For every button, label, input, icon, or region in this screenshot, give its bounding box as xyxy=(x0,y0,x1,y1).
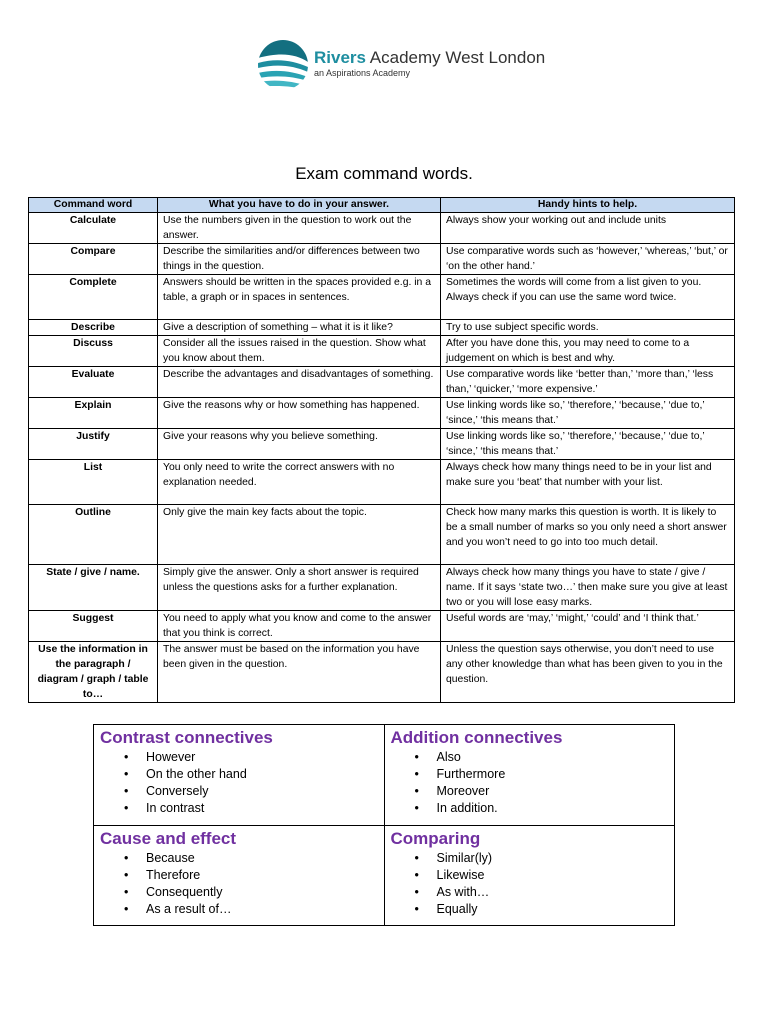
addition-connectives-box xyxy=(384,725,675,826)
what-to-do: Use the numbers given in the question to work out the answer. xyxy=(158,213,441,244)
what-to-do: Give a description of something – what it is it like? xyxy=(158,320,441,336)
command-word: Use the information in the paragraph / diagram / graph / table to… xyxy=(29,642,158,703)
hint: Try to use subject specific words. xyxy=(441,320,735,336)
table-row xyxy=(29,611,735,642)
contrast-connectives-box xyxy=(94,725,385,826)
rivers-logo-icon xyxy=(258,36,308,94)
list-item: • On the other hand xyxy=(100,766,378,783)
command-word: State / give / name. xyxy=(29,565,158,611)
list-item: • In contrast xyxy=(100,800,378,817)
command-word: Justify xyxy=(29,429,158,460)
table-row xyxy=(29,642,735,703)
table-row xyxy=(29,320,735,336)
comparing-title: Comparing xyxy=(390,828,481,848)
comparing-box xyxy=(384,825,675,926)
hint: After you have done this, you may need to come to a judgement on which is best and why. xyxy=(441,336,735,367)
list-item: • Moreover xyxy=(391,783,669,800)
hint: Useful words are ‘may,’ ‘might,’ ‘could’ and ‘I think that.’ xyxy=(441,611,735,642)
what-to-do: Give the reasons why or how something has happened. xyxy=(158,398,441,429)
connectives-grid xyxy=(93,724,675,926)
table-row xyxy=(29,213,735,244)
page-title: Exam command words. xyxy=(295,164,473,183)
command-word: Describe xyxy=(29,320,158,336)
cause-and-effect-title: Cause and effect xyxy=(100,828,237,848)
list-item: • As a result of… xyxy=(100,901,378,918)
contrast-connectives-title: Contrast connectives xyxy=(100,728,273,747)
hint: Use linking words like so,’ ‘therefore,’ ‘because,’ ‘due to,’ ‘since,’ ‘this means that.’ xyxy=(441,398,735,429)
what-to-do: You need to apply what you know and come to the answer that you think is correct. xyxy=(158,611,441,642)
table-row xyxy=(29,460,735,505)
command-word: Suggest xyxy=(29,611,158,642)
what-to-do: You only need to write the correct answers with no explanation needed. xyxy=(158,460,441,505)
list-item: • Because xyxy=(100,850,378,867)
what-to-do: Simply give the answer. Only a short answer is required unless the questions asks for a further explanation. xyxy=(158,565,441,611)
command-words-table xyxy=(28,197,735,703)
command-word: List xyxy=(29,460,158,505)
table-row xyxy=(29,244,735,275)
table-row xyxy=(29,275,735,320)
contrast-connectives-list xyxy=(100,749,378,817)
command-word: Complete xyxy=(29,275,158,320)
what-to-do: Answers should be written in the spaces provided e.g. in a table, a graph or in spaces in sentences. xyxy=(158,275,441,320)
list-item: • Therefore xyxy=(100,867,378,884)
command-word: Calculate xyxy=(29,213,158,244)
what-to-do: Only give the main key facts about the topic. xyxy=(158,505,441,565)
list-item: • Also xyxy=(391,749,669,766)
hint: Check how many marks this question is worth. It is likely to be a small number of marks so you only need a short answer and you won’t need to go into too much detail. xyxy=(441,505,735,565)
addition-connectives-title: Addition connectives xyxy=(390,728,563,747)
cause-and-effect-box xyxy=(94,825,385,926)
school-name: Rivers Academy West London xyxy=(314,48,546,67)
addition-connectives-list xyxy=(391,749,669,817)
table-row xyxy=(29,565,735,611)
command-word: Outline xyxy=(29,505,158,565)
what-to-do: Describe the similarities and/or differences between two things in the question. xyxy=(158,244,441,275)
hint: Use comparative words like ‘better than,’ ‘more than,’ ‘less than,’ ‘quicker,’ ‘more expensive.’ xyxy=(441,367,735,398)
list-item: • Equally xyxy=(391,901,669,918)
command-word: Discuss xyxy=(29,336,158,367)
column-header: What you have to do in your answer. xyxy=(158,198,441,213)
cause-and-effect-list xyxy=(100,850,378,918)
table-row xyxy=(29,336,735,367)
list-item: • As with… xyxy=(391,884,669,901)
command-word: Compare xyxy=(29,244,158,275)
list-item: • In addition. xyxy=(391,800,669,817)
hint: Always check how many things need to be in your list and make sure you ‘beat’ that number with your list. xyxy=(441,460,735,505)
what-to-do: Consider all the issues raised in the question. Show what you know about them. xyxy=(158,336,441,367)
hint: Unless the question says otherwise, you don’t need to use any other knowledge than what has been given to you in the question. xyxy=(441,642,735,703)
table-row xyxy=(29,429,735,460)
command-word: Explain xyxy=(29,398,158,429)
table-header-row xyxy=(29,198,735,213)
list-item: • Furthermore xyxy=(391,766,669,783)
column-header: Command word xyxy=(29,198,158,213)
hint: Always check how many things you have to state / give / name. If it says ‘state two…’ then make sure you give at least two or you will lose easy marks. xyxy=(441,565,735,611)
hint: Always show your working out and include units xyxy=(441,213,735,244)
school-tagline: an Aspirations Academy xyxy=(314,68,411,78)
hint: Sometimes the words will come from a list given to you. Always check if you can use the same word twice. xyxy=(441,275,735,320)
list-item: • However xyxy=(100,749,378,766)
what-to-do: Describe the advantages and disadvantages of something. xyxy=(158,367,441,398)
what-to-do: The answer must be based on the information you have been given in the question. xyxy=(158,642,441,703)
school-logo xyxy=(258,36,558,96)
list-item: • Consequently xyxy=(100,884,378,901)
hint: Use comparative words such as ‘however,’ ‘whereas,’ ‘but,’ or ‘on the other hand.’ xyxy=(441,244,735,275)
what-to-do: Give your reasons why you believe something. xyxy=(158,429,441,460)
list-item: • Conversely xyxy=(100,783,378,800)
table-row xyxy=(29,367,735,398)
command-word: Evaluate xyxy=(29,367,158,398)
table-row xyxy=(29,505,735,565)
hint: Use linking words like so,’ ‘therefore,’ ‘because,’ ‘due to,’ ‘since,’ ‘this means that.’ xyxy=(441,429,735,460)
table-row xyxy=(29,398,735,429)
list-item: • Similar(ly) xyxy=(391,850,669,867)
column-header: Handy hints to help. xyxy=(441,198,735,213)
list-item: • Likewise xyxy=(391,867,669,884)
comparing-list xyxy=(391,850,669,918)
